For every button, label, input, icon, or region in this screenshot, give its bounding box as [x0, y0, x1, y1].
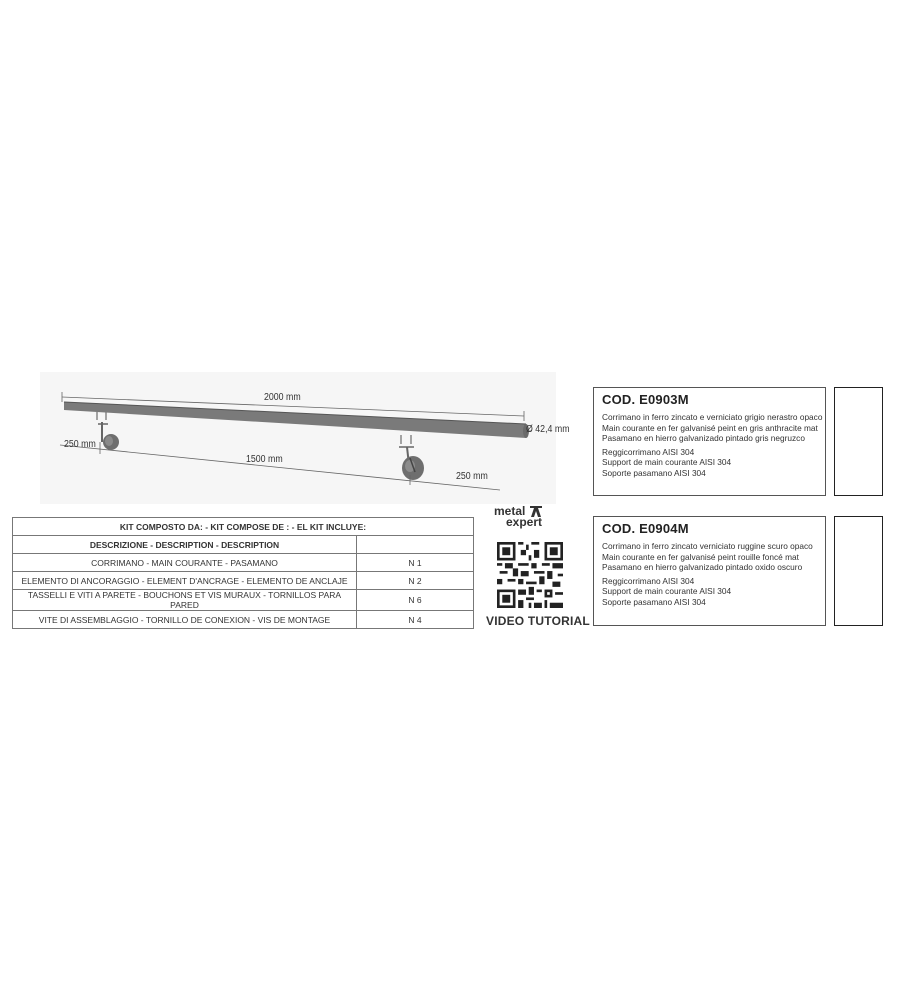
kit-row-qty: N 1	[357, 554, 474, 572]
kit-table-header-qty	[357, 536, 474, 554]
kit-row-description: TASSELLI E VITI A PARETE - BOUCHONS ET VIS MURAUX - TORNILLOS PARA PARED	[13, 590, 357, 611]
dimension-right-offset: 250 mm	[456, 471, 488, 482]
kit-row-description: CORRIMANO - MAIN COURANTE - PASAMANO	[13, 554, 357, 572]
support-description-fr: Support de main courante AISI 304	[602, 457, 732, 467]
color-swatch-e0904m[interactable]	[834, 516, 883, 626]
product-code: COD. E0903M	[602, 392, 689, 407]
metal-expert-logo	[494, 506, 558, 528]
logo-text-expert: expert	[506, 515, 543, 529]
dimension-left-offset: 250 mm	[64, 439, 96, 450]
kit-table-title: KIT COMPOSTO DA: - KIT COMPOSE DE : - EL KIT INCLUYE:	[13, 518, 474, 536]
support-description-it: Reggicorrimano AISI 304	[602, 575, 695, 586]
kit-row-description: VITE DI ASSEMBLAGGIO - TORNILLO DE CONEXION - VIS DE MONTAGE	[13, 611, 357, 629]
product-description-es: Pasamano en hierro galvanizado pintado oxido oscuro	[602, 562, 803, 572]
kit-contents-table	[12, 517, 474, 629]
handrail-drawing	[40, 372, 570, 504]
qr-code-icon[interactable]	[497, 542, 563, 608]
logo-x-icon	[530, 506, 542, 517]
product-card-e0903m	[593, 387, 826, 496]
support-description-es: Soporte pasamano AISI 304	[602, 596, 706, 607]
table-row	[13, 611, 474, 629]
support-description-it: Reggicorrimano AISI 304	[602, 446, 695, 457]
support-description-fr: Support de main courante AISI 304	[602, 586, 732, 596]
support-description-es: Soporte pasamano AISI 304	[602, 467, 706, 478]
product-description-fr: Main courante en fer galvanisé peint en gris anthracite mat	[602, 422, 818, 433]
bracket-right	[399, 435, 424, 480]
product-description-it: Corrimano in ferro zincato verniciato ruggine scuro opaco	[602, 541, 813, 551]
kit-row-qty: N 4	[357, 611, 474, 629]
table-row	[13, 554, 474, 572]
product-description-fr: Main courante en fer galvanisé peint rouille foncé mat	[602, 551, 799, 562]
kit-table-header-row	[13, 536, 474, 554]
product-code: COD. E0904M	[602, 521, 689, 536]
dimension-diameter: Ø 42,4 mm	[526, 424, 570, 435]
product-description-it: Corrimano in ferro zincato e verniciato grigio nerastro opaco	[602, 412, 823, 422]
kit-row-qty: N 6	[357, 590, 474, 611]
kit-row-qty: N 2	[357, 572, 474, 590]
handrail-tube	[64, 402, 526, 438]
table-row	[13, 590, 474, 611]
table-row	[13, 572, 474, 590]
product-card-e0904m	[593, 516, 826, 626]
color-swatch-e0903m[interactable]	[834, 387, 883, 496]
logo-text-metal: metal	[494, 504, 526, 518]
dimension-total-length: 2000 mm	[264, 392, 301, 403]
kit-row-description: ELEMENTO DI ANCORAGGIO - ELEMENT D'ANCRAGE - ELEMENTO DE ANCLAJE	[13, 572, 357, 590]
kit-table-header-description: DESCRIZIONE - DESCRIPTION - DESCRIPTION	[13, 536, 357, 554]
video-tutorial-label: VIDEO TUTORIAL	[486, 614, 590, 628]
dimension-bracket-spacing: 1500 mm	[246, 454, 283, 465]
product-description-es: Pasamano en hierro galvanizado pintado gris negruzco	[602, 433, 805, 443]
dimension-line-spacing	[60, 445, 500, 490]
kit-table-title-row	[13, 518, 474, 536]
